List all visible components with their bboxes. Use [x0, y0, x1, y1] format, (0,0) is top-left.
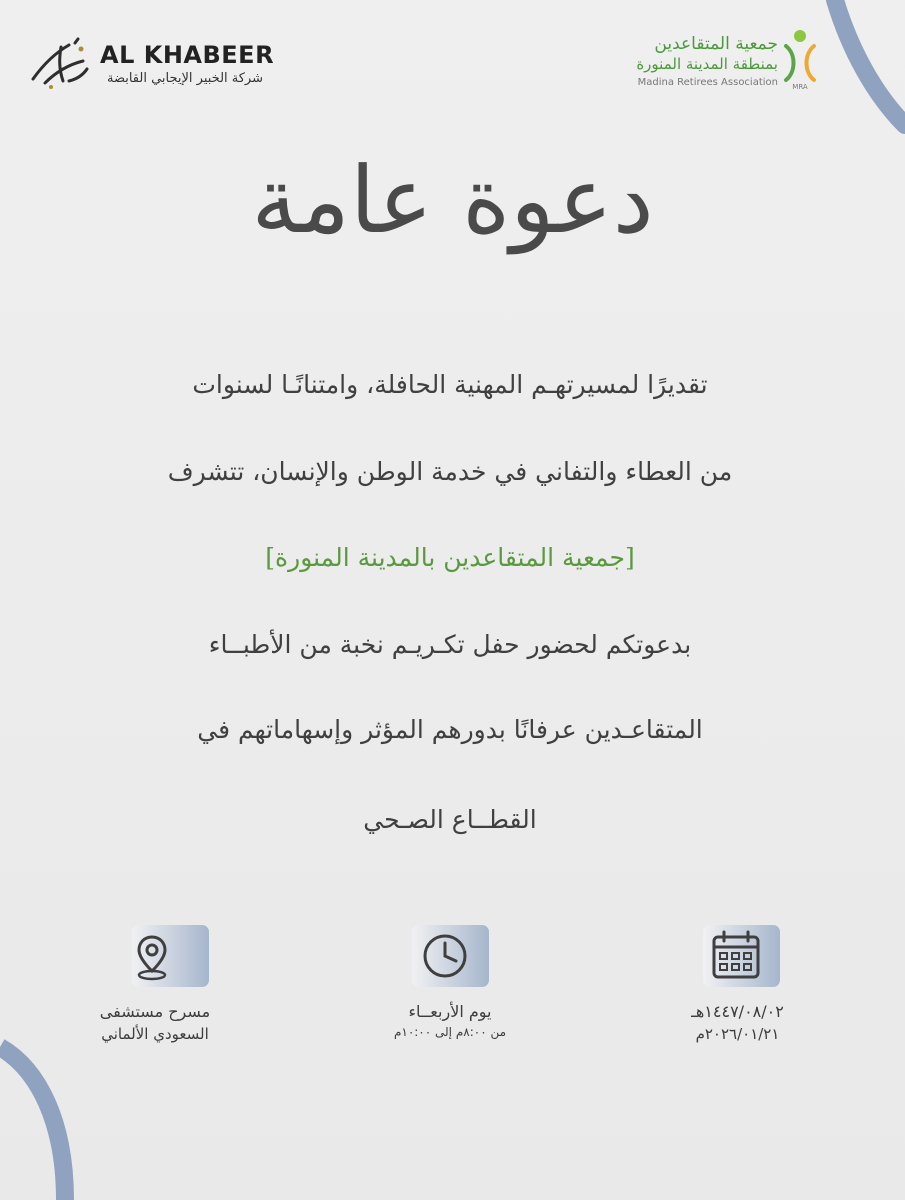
invitation-title: دعوة عامة: [251, 147, 654, 254]
al-khabeer-name-en: AL KHABEER: [100, 41, 275, 69]
body-line-2: من العطاء والتفاني في خدمة الوطن والإنسان، تتشرف: [167, 457, 733, 486]
top-right-curve-decoration: [805, 0, 905, 150]
body-line-association: [جمعية المتقاعدين بالمدينة المنورة]: [265, 543, 635, 572]
body-line-6: القطــاع الصـحي: [363, 805, 537, 834]
location-tile: [132, 925, 209, 987]
date-hijri: ١٤٤٧/٠٨/٠٢هـ: [691, 1002, 784, 1021]
mra-name-en: Madina Retirees Association: [637, 77, 778, 88]
al-khabeer-logo: [25, 35, 275, 95]
location-line-2: السعودي الألماني: [101, 1025, 209, 1043]
time-line-1: يوم الأربعــاء: [408, 1002, 492, 1021]
mra-name-ar-line1: جمعية المتقاعدين: [654, 34, 778, 54]
time-info: [350, 1002, 550, 1039]
location-pin-icon: [132, 925, 209, 987]
al-khabeer-name-ar: شركة الخبير الإيجابي القابضة: [106, 71, 263, 86]
bottom-left-curve-decoration: [0, 1035, 90, 1200]
al-khabeer-calligraphy-mark: [25, 35, 95, 91]
date-gregorian: ٢٠٢٦/٠١/٢١م: [695, 1025, 780, 1043]
date-info: [645, 1002, 830, 1043]
time-line-2: من ٨:٠٠م إلى ١٠:٠٠م: [393, 1025, 507, 1039]
mra-name-ar-line2: بمنطقة المدينة المنورة: [636, 55, 778, 73]
mra-emblem-icon: [780, 28, 820, 90]
body-line-1: تقديرًا لمسيرتهـم المهنية الحافلة، وامتنانًـا لسنوات: [192, 370, 708, 399]
date-tile: [703, 925, 780, 987]
location-info: [55, 1002, 255, 1043]
time-tile: [412, 925, 489, 987]
calendar-icon: [703, 925, 780, 987]
svg-text:MRA: MRA: [792, 83, 808, 90]
body-line-4: بدعوتكم لحضور حفل تكـريـم نخبة من الأطبــاء: [208, 630, 692, 659]
body-line-5: المتقاعـدين عرفانًا بدورهم المؤثر وإسهاماتهم في: [197, 715, 703, 744]
clock-icon: [412, 925, 489, 987]
madina-retirees-association-logo: [615, 28, 820, 98]
location-line-1: مسرح مستشفى: [99, 1002, 211, 1021]
